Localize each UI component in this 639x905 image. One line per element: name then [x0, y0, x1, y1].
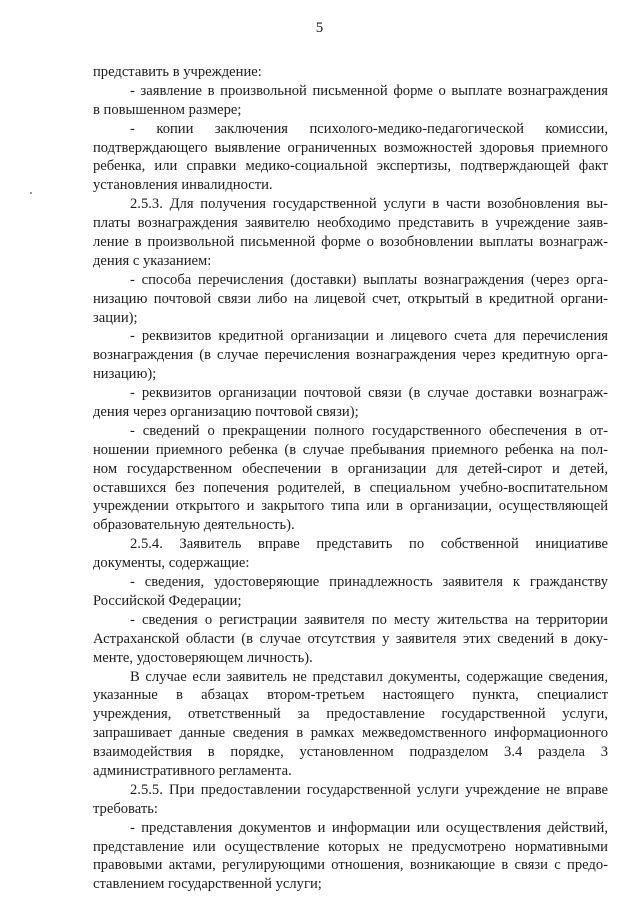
- scan-speck: [30, 192, 32, 194]
- text-line: представление или осуществление которых не предусмотрено нормативными: [93, 838, 608, 855]
- text-line: - сведения о регистрации заявителя по месту жительства на территории: [130, 611, 608, 628]
- text-line: платы вознаграждения заявителю необходимо представить в учреждение заяв-: [93, 215, 608, 232]
- text-line: учреждении открытого и закрытого типа или в организации, осуществляющей: [93, 498, 608, 515]
- text-line: указанные в абзацах втором-третьем настоящего пункта, специалист: [93, 687, 608, 704]
- text-line: запрашивает данные сведения в рамках межведомственного информационного: [93, 725, 608, 742]
- text-line: административного регламента.: [93, 762, 292, 779]
- text-line: 2.5.4. Заявитель вправе представить по собственной инициативе: [130, 536, 608, 553]
- text-line: - реквизитов организации почтовой связи (в случае доставки вознаграж-: [130, 385, 608, 402]
- text-line: - способа перечисления (доставки) выплаты вознаграждения (через орга-: [130, 271, 608, 288]
- text-line: учреждения, ответственный за предоставление государственной услуги,: [93, 706, 608, 723]
- text-line: ребенка, или справки медико-социальной экспертизы, подтверждающей факт: [93, 158, 608, 175]
- text-line: - сведения, удостоверяющие принадлежность заявителя к гражданству: [130, 574, 608, 591]
- text-line: В случае если заявитель не представил документы, содержащие сведения,: [130, 668, 608, 685]
- text-line: - реквизитов кредитной организации и лицевого счета для перечисления: [130, 328, 608, 345]
- document-body: [93, 63, 608, 894]
- text-line: правовыми актами, регулирующими отношения, возникающие в связи с предо-: [93, 857, 608, 874]
- text-line: 2.5.5. При предоставлении государственной услуги учреждение не вправе: [130, 781, 608, 798]
- text-line: представить в учреждение:: [93, 64, 262, 80]
- text-line: Российской Федерации;: [93, 592, 242, 609]
- text-line: образовательную деятельность).: [93, 517, 295, 534]
- text-line: - копии заключения психолого-медико-педагогической комиссии,: [130, 120, 608, 137]
- text-line: менте, удостоверяющем личность).: [93, 649, 313, 666]
- text-line: подтверждающего выявление ограниченных возможностей здоровья приемного: [93, 139, 608, 156]
- text-line: ношении приемного ребенка (в случае пребывания приемного ребенка на пол-: [93, 441, 608, 458]
- text-line: низацию почтовой связи либо на лицевой счет, открытый в кредитной органи-: [93, 290, 608, 307]
- text-line: Астраханской области (в случае отсутствия у заявителя этих сведений в доку-: [93, 630, 608, 647]
- text-line: взаимодействия в порядке, установленном подразделом 3.4 раздела 3: [93, 744, 608, 761]
- text-line: требовать:: [93, 800, 158, 817]
- text-line: 2.5.3. Для получения государственной услуги в части возобновления вы-: [130, 196, 608, 213]
- text-line: установления инвалидности.: [93, 177, 273, 194]
- text-line: документы, содержащие:: [93, 555, 250, 572]
- page-number: 5: [315, 20, 324, 36]
- text-line: ном государственном обеспечении в организации для детей-сирот и детей,: [93, 460, 608, 477]
- text-line: ление в произвольной письменной форме о возобновлении выплаты вознаграж-: [93, 234, 608, 251]
- text-line: - заявление в произвольной письменной форме о выплате вознаграждения: [130, 82, 608, 99]
- text-line: низацию);: [93, 366, 157, 383]
- text-line: - сведений о прекращении полного государственного обеспечения в от-: [130, 422, 608, 439]
- text-line: зации);: [93, 309, 138, 326]
- text-line: ставлением государственной услуги;: [93, 876, 322, 893]
- text-line: дения через организацию почтовой связи);: [93, 404, 359, 421]
- text-line: в повышенном размере;: [93, 101, 242, 118]
- text-line: оставшихся без попечения родителей, в специальном учебно-воспитательном: [93, 479, 608, 496]
- text-line: вознаграждения (в случае перечисления вознаграждения через кредитную орга-: [93, 347, 608, 364]
- text-line: - представления документов и информации или осуществления действий,: [130, 819, 608, 836]
- text-line: дения с указанием:: [93, 252, 212, 269]
